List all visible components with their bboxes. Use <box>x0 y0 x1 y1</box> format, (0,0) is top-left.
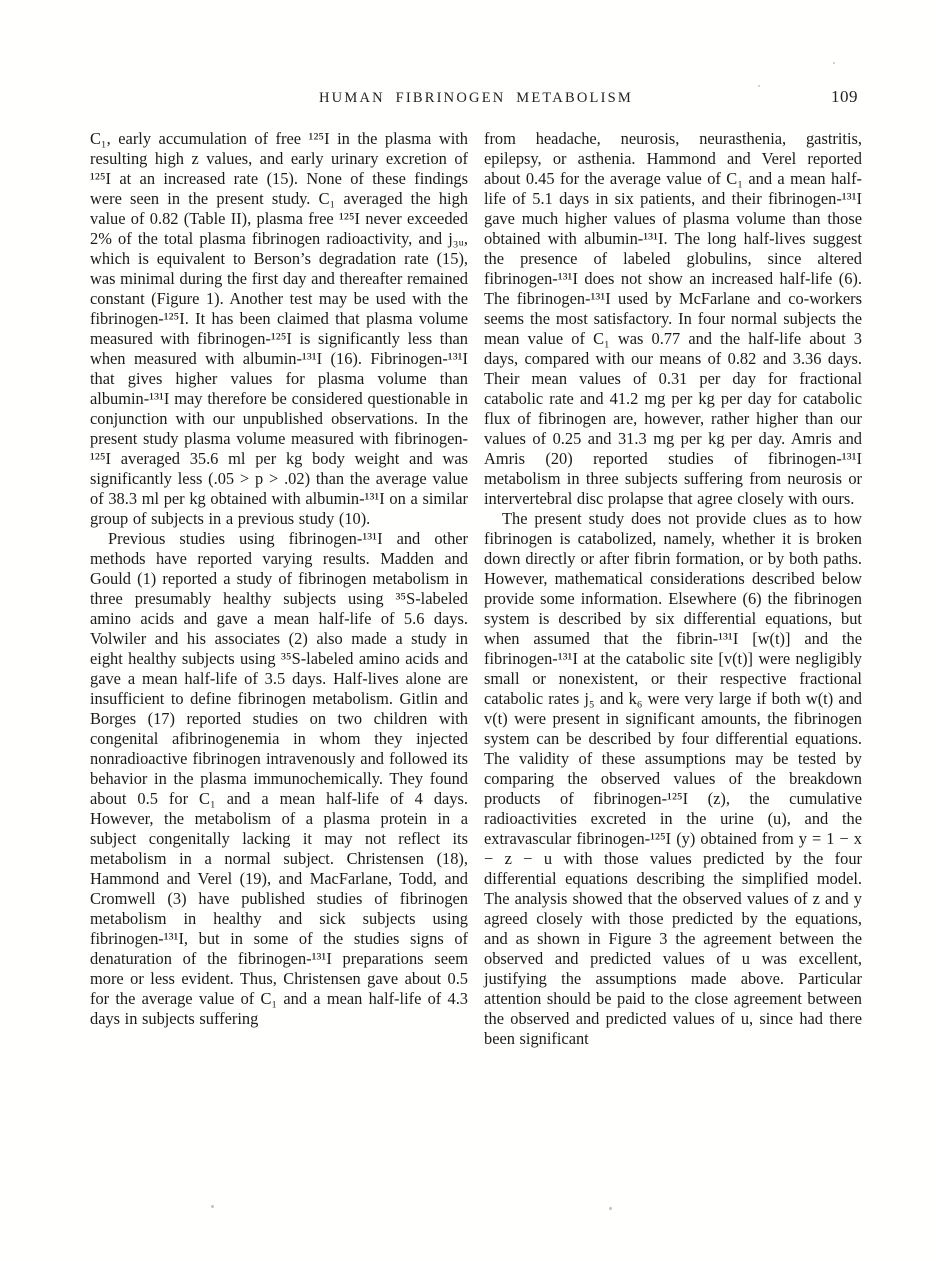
paragraph-right-continuation: from headache, neurosis, neurasthenia, gastritis, epilepsy, or asthenia. Hammond and Verel reported about 0.45 for the average value of C₁ and a mean half-life of 5.1 days in six patients, and their fibrinogen-¹³¹I gave much higher values of plasma volume than those obtained with albumin-¹³¹I. The long half-lives suggest the presence of labeled globulins, since altered fibrinogen-¹³¹I does not show an increased half-life (6). The fibrinogen-¹³¹I used by McFarlane and co-workers seems the most satisfactory. In four normal subjects the mean value of C₁ was 0.77 and the half-life about 3 days, compared with our means of 0.82 and 3.36 days. Their mean values of 0.31 per day for fractional catabolic rate and 41.2 mg per kg per day for catabolic flux of fibrinogen are, however, rather higher than our values of 0.25 and 31.3 mg per kg per day. Amris and Amris (20) reported studies of fibrinogen-¹³¹I metabolism in three subjects suffering from neurosis or intervertebral disc prolapse that agree closely with ours. <box>484 129 862 508</box>
page-content <box>90 0 862 1049</box>
scan-speck <box>609 1207 612 1210</box>
paragraph-right-present-study: The present study does not provide clues as to how fibrinogen is catabolized, namely, whether it is broken down directly or after fibrin formation, or by both paths. However, mathematical considerations described below provide some information. Elsewhere (6) the fibrinogen system is described by six differential equations, but when assumed that the fibrin-¹³¹I [w(t)] and the fibrinogen-¹³¹I at the catabolic site [v(t)] were negligibly small or nonexistent, or their respective fractional catabolic rates j₅ and k₆ were very large if both w(t) and v(t) were present in significant amounts, the fibrinogen system can be described by four differential equations. The validity of these assumptions may be tested by comparing the observed values of the breakdown products of fibrinogen-¹²⁵I (z), the cumulative radioactivities excreted in the urine (u), and the extravascular fibrinogen-¹²⁵I (y) obtained from y = 1 − x − z − u with those values predicted by the four differential equations describing the simplified model. The analysis showed that the observed values of z and y agreed closely with those predicted by the equations, and as shown in Figure 3 the agreement between the observed and predicted values of u was excellent, justifying the assumptions made above. Particular attention should be paid to the close agreement between the observed and predicted values of u, since had there been significant <box>484 509 862 1048</box>
page-number: 109 <box>831 87 858 106</box>
scan-speck <box>758 85 760 87</box>
paragraph-left-continuation: C₁, early accumulation of free ¹²⁵I in the plasma with resulting high z values, and early urinary excretion of ¹²⁵I at an increased rate (15). None of these findings were seen in the present study. C₁ averaged the high value of 0.82 (Table II), plasma free ¹²⁵I never exceeded 2% of the total plasma fibrinogen radioactivity, and j₃ᵤ, which is equivalent to Berson’s degradation rate (15), was minimal during the first day and thereafter remained constant (Figure 1). Another test may be used with the fibrinogen-¹²⁵I. It has been claimed that plasma volume measured with fibrinogen-¹²⁵I is significantly less than when measured with albumin-¹³¹I (16). Fibrinogen-¹³¹I that gives higher values for plasma volume than albumin-¹³¹I may therefore be considered questionable in conjunction with our unpublished observations. In the present study plasma volume measured with fibrinogen-¹²⁵I averaged 35.6 ml per kg body weight and was significantly less (.05 > p > .02) than the average value of 38.3 ml per kg obtained with albumin-¹³¹I on a similar group of subjects in a previous study (10). <box>90 129 468 528</box>
scan-speck <box>211 1205 214 1208</box>
left-column <box>90 129 468 1049</box>
running-title: HUMAN FIBRINOGEN METABOLISM <box>319 90 633 106</box>
paragraph-left-previous-studies: Previous studies using fibrinogen-¹³¹I and other methods have reported varying results. Madden and Gould (1) reported a study of fibrinogen metabolism in three presumably healthy subjects using ³⁵S-labeled amino acids and gave a mean half-life of 5.6 days. Volwiler and his associates (2) also made a study in eight healthy subjects using ³⁵S-labeled amino acids and gave a mean half-life of 3.5 days. Half-lives alone are insufficient to define fibrinogen metabolism. Gitlin and Borges (17) reported studies on two children with congenital afibrinogenemia in whom they injected nonradioactive fibrinogen intravenously and followed its behavior in the plasma immunochemically. They found about 0.5 for C₁ and a mean half-life of 4 days. However, the metabolism of a plasma protein in a subject congenitally lacking it may not reflect its metabolism in a normal subject. Christensen (18), Hammond and Verel (19), and MacFarlane, Todd, and Cromwell (3) have published studies of fibrinogen metabolism in healthy and sick subjects using fibrinogen-¹³¹I, but in some of the studies signs of denaturation of the fibrinogen-¹³¹I preparations seem more or less evident. Thus, Christensen gave about 0.5 for the average value of C₁ and a mean half-life of 4.3 days in subjects suffering <box>90 529 468 1028</box>
page-header <box>90 87 862 112</box>
scan-speck <box>833 62 835 64</box>
right-column <box>484 129 862 1049</box>
article-body <box>90 129 862 1049</box>
